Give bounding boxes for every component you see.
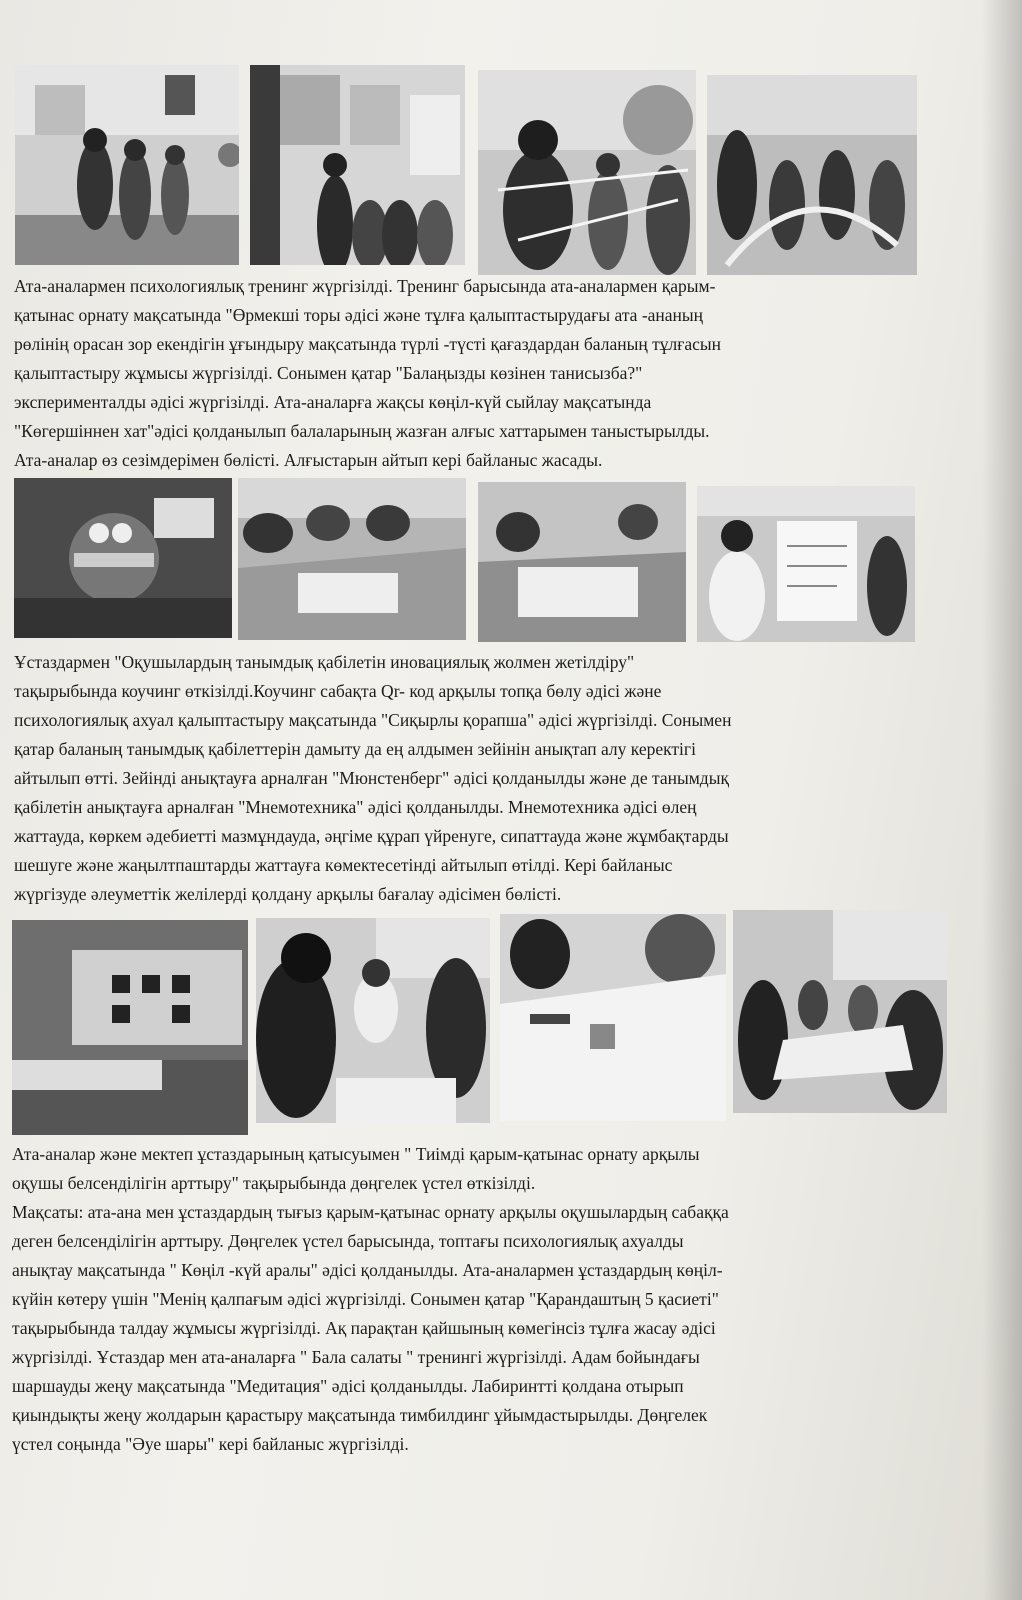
text-line: қабілетін анықтауға арналған "Мнемотехника" әдісі қолданылды. Мнемотехника әдісі өлең xyxy=(14,797,697,817)
section-teachers-coaching-text xyxy=(14,648,731,909)
text-line: Ұстаздармен "Оқушылардың танымдық қабілетін иновациялық жолмен жетілдіру" xyxy=(14,652,635,672)
text-line: эксперименталды әдісі жүргізілді. Ата-аналарға жақсы көңіл-күй сыйлау мақсатында xyxy=(14,392,652,412)
text-line: тақырыбында талдау жұмысы жүргізілді. Ақ парақтан қайшының көмегінсіз тұлға жасау әдісі xyxy=(12,1318,716,1338)
section-parents-training-text xyxy=(14,272,721,475)
text-line: жүргізілді. Ұстаздар мен ата-аналарға " Бала салаты " тренингі жүргізілді. Адам бойындағы xyxy=(12,1347,700,1367)
section-round-table-text xyxy=(12,1140,729,1459)
text-line: қатынас орнату мақсатында "Өрмекші торы әдісі және тұлға қалыптастырудағы ата -ананың xyxy=(14,305,704,325)
photo-qr-code-board xyxy=(12,920,248,1135)
text-line: жүргізуде әлеуметтік желілерді қолдану арқылы бағалау әдісімен бөлісті. xyxy=(14,884,562,904)
text-line: қатар баланың танымдық қабілеттерін дамыту да ең алдымен зейінін анықтап алу керектігі xyxy=(14,739,696,759)
text-line: оқушы белсенділігін арттыру" тақырыбында дөңгелек үстел өткізілді. xyxy=(12,1173,536,1193)
photo-round-table xyxy=(500,914,726,1121)
photo-training-session xyxy=(250,65,465,265)
photo-parents-circle xyxy=(707,75,917,275)
photo-poster-presentation xyxy=(697,486,915,642)
text-line: тақырыбында коучинг өткізілді.Коучинг сабақта Qr- код арқылы топқа бөлу әдісі және xyxy=(14,681,662,701)
text-line: үстел соңында "Әуе шары" кері байланыс жүргізілді. xyxy=(12,1434,409,1454)
text-line: айтылып өтті. Зейінді анықтауға арналған "Мюнстенберг" әдісі қолданылды және де танымдық xyxy=(14,768,729,788)
photo-classroom-visit xyxy=(15,65,239,265)
page-edge-shadow xyxy=(982,0,1022,1600)
text-line: күйін көтеру үшін "Менің қалпағым әдісі жүргізілді. Сонымен қатар "Қарандаштың 5 қасиеті" xyxy=(12,1289,719,1309)
text-line: шаршауды жеңу мақсатында "Медитация" әдісі қолданылды. Лабиринтті қолдана отырып xyxy=(12,1376,684,1396)
photo-group-work xyxy=(478,482,686,642)
text-line: қиындықты жеңу жолдарын қарастыру мақсатында тимбилдинг ұйымдастырылды. Дөңгелек xyxy=(12,1405,708,1425)
photo-teachers-phones xyxy=(256,918,490,1123)
text-line: Мақсаты: ата-ана мен ұстаздардың тығыз қарым-қатынас орнату арқылы оқушылардың сабаққа xyxy=(12,1202,729,1222)
text-line: Ата-аналар және мектеп ұстаздарының қатысуымен " Тиімді қарым-қатынас орнату арқылы xyxy=(12,1144,700,1164)
text-line: анықтау мақсатында " Көңіл -күй аралы" әдісі қолданылды. Ата-аналармен ұстаздардың көңіл- xyxy=(12,1260,723,1280)
text-line: рөлінің орасан зор екендігін ұғындыру мақсатында түрлі -түсті қағаздардан баланың тұлғасын xyxy=(14,334,722,354)
photo-wall-display xyxy=(14,478,232,638)
photo-parents-meeting xyxy=(733,910,947,1113)
photo-teachers-table xyxy=(238,478,466,640)
text-line: "Көгершіннен хат"әдісі қолданылып балаларының жазған алғыс хаттарымен таныстырылды. xyxy=(14,421,710,441)
text-line: Ата-аналар өз сезімдерімен бөлісті. Алғыстарын айтып кері байланыс жасады. xyxy=(14,450,603,470)
text-line: жаттауда, көркем әдебиетті мазмұндауда, әңгіме құрап үйренуге, сипаттауда және жұмбақтарды xyxy=(14,826,729,846)
text-line: шешуге және жаңылтпаштарды жаттауға көмектесетінді айтылып өтілді. Кері байланыс xyxy=(14,855,673,875)
text-line: психологиялық ахуал қалыптастыру мақсатында "Сиқырлы қорапша" әдісі жүргізілді. Сонымен xyxy=(14,710,732,730)
text-line: деген белсенділігін арттыру. Дөңгелек үстел барысында, топтағы психологиялық ахуалды xyxy=(12,1231,684,1251)
photo-web-of-string-game xyxy=(478,70,696,275)
text-line: қалыптастыру жұмысы жүргізілді. Сонымен қатар "Балаңызды көзінен танисызба?" xyxy=(14,363,643,383)
text-line: Ата-аналармен психологиялық тренинг жүргізілді. Тренинг барысында ата-аналармен қарым- xyxy=(14,276,716,296)
